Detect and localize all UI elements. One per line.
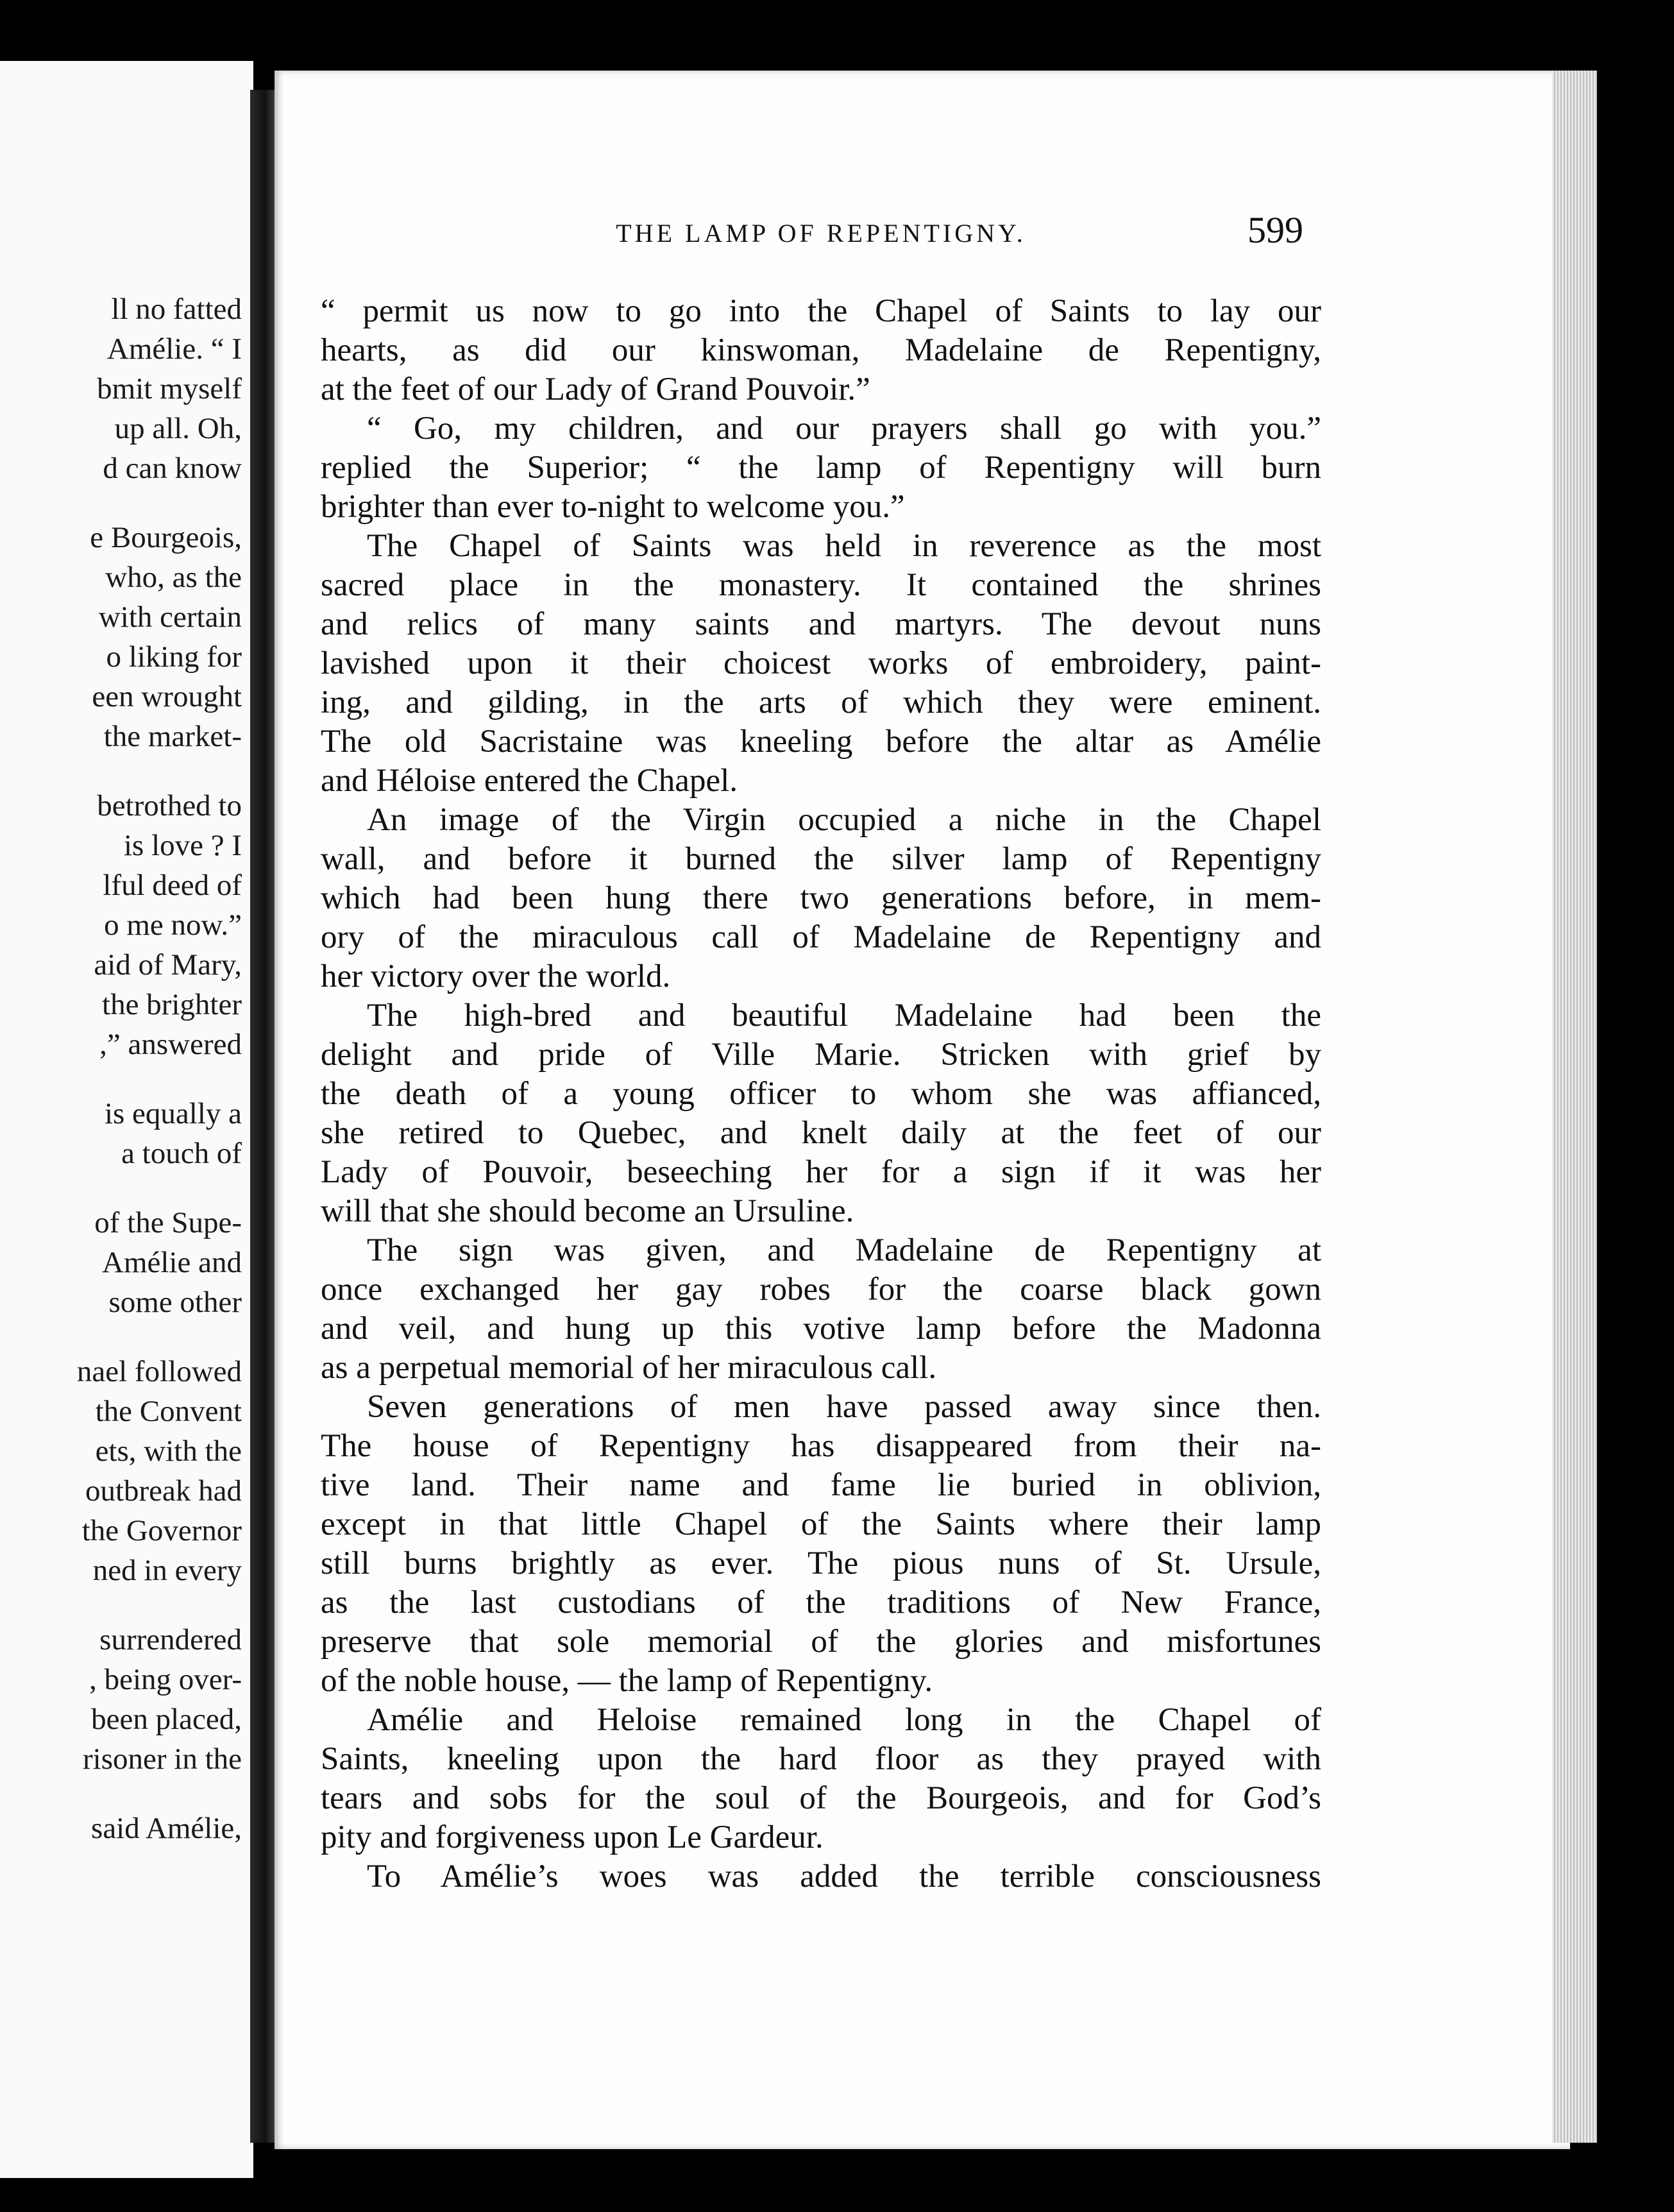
- left-text-line: with certain: [98, 600, 242, 634]
- body-text: [321, 292, 1321, 1896]
- text-line: except in that little Chapel of the Saints where their lamp: [321, 1506, 1321, 1542]
- left-text-line: outbreak had: [85, 1474, 242, 1508]
- left-text-line: Amélie and: [102, 1246, 242, 1279]
- running-title: THE LAMP OF REPENTIGNY.: [616, 219, 1026, 248]
- left-text-line: surrendered: [99, 1623, 242, 1656]
- text-line: The sign was given, and Madelaine de Repentigny at: [367, 1232, 1321, 1268]
- text-line: at the feet of our Lady of Grand Pouvoir.”: [321, 371, 870, 407]
- paragraph: [321, 801, 1321, 996]
- text-line: The old Sacristaine was kneeling before the altar as Amélie: [321, 724, 1321, 760]
- paragraph: [321, 1701, 1321, 1857]
- page-number: 599: [1247, 209, 1303, 251]
- left-text-line: e Bourgeois,: [90, 521, 242, 554]
- book-gutter: [250, 90, 275, 2143]
- left-text-line: betrothed to: [97, 789, 242, 822]
- text-line: “ Go, my children, and our prayers shall go with you.”: [367, 411, 1321, 447]
- text-line: she retired to Quebec, and knelt daily at the feet of our: [321, 1115, 1321, 1151]
- text-line: delight and pride of Ville Marie. Stricken with grief by: [321, 1037, 1321, 1073]
- paragraph: [321, 996, 1321, 1231]
- left-text-line: some other: [108, 1286, 242, 1319]
- left-text-line: aid of Mary,: [94, 948, 242, 982]
- text-line: and Héloise entered the Chapel.: [321, 763, 738, 799]
- line-gap: [0, 1064, 242, 1094]
- text-line: Lady of Pouvoir, beseeching her for a sign if it was her: [321, 1154, 1321, 1190]
- text-line: replied the Superior; “ the lamp of Repentigny will burn: [321, 450, 1321, 486]
- text-line: brighter than ever to-night to welcome you.”: [321, 489, 905, 525]
- text-line: Seven generations of men have passed away since then.: [367, 1389, 1321, 1425]
- text-line: preserve that sole memorial of the glories and misfortunes: [321, 1624, 1321, 1660]
- text-line: of the noble house, — the lamp of Repentigny.: [321, 1663, 933, 1699]
- text-line: tears and sobs for the soul of the Bourgeois, and for God’s: [321, 1780, 1321, 1816]
- text-line: ing, and gilding, in the arts of which they were eminent.: [321, 685, 1321, 720]
- text-line: the death of a young officer to whom she was affianced,: [321, 1076, 1321, 1112]
- left-text-line: the Convent: [95, 1395, 242, 1428]
- paragraph: [321, 1857, 1321, 1896]
- text-line: pity and forgiveness upon Le Gardeur.: [321, 1819, 824, 1855]
- line-gap: [0, 1173, 242, 1203]
- line-gap: [0, 1322, 242, 1352]
- left-text-line: bmit myself: [97, 372, 242, 405]
- line-gap: [0, 488, 242, 518]
- left-text-line: o liking for: [106, 640, 242, 674]
- left-page-text: [0, 289, 242, 1848]
- text-line: as a perpetual memorial of her miraculous call.: [321, 1350, 937, 1386]
- text-line: The high-bred and beautiful Madelaine had been the: [367, 998, 1321, 1034]
- left-text-line: been placed,: [91, 1703, 242, 1736]
- paragraph: [321, 1231, 1321, 1388]
- left-text-line: a touch of: [121, 1137, 242, 1170]
- left-text-line: een wrought: [92, 680, 242, 713]
- left-facing-page: [0, 61, 253, 2178]
- left-text-line: lful deed of: [103, 869, 242, 902]
- text-line: wall, and before it burned the silver lamp of Repentigny: [321, 841, 1321, 877]
- left-text-line: ned in every: [92, 1554, 242, 1587]
- left-text-line: risoner in the: [83, 1742, 242, 1776]
- text-line: still burns brightly as ever. The pious nuns of St. Ursule,: [321, 1545, 1321, 1581]
- left-text-line: d can know: [103, 452, 242, 485]
- page-edges: [1552, 71, 1597, 2143]
- left-text-line: o me now.”: [104, 908, 242, 942]
- line-gap: [0, 1590, 242, 1620]
- left-text-line: the brighter: [102, 988, 242, 1021]
- text-line: as the last custodians of the traditions of New France,: [321, 1585, 1321, 1621]
- text-line: sacred place in the monastery. It contained the shrines: [321, 567, 1321, 603]
- text-line: once exchanged her gay robes for the coarse black gown: [321, 1272, 1321, 1307]
- left-text-line: who, as the: [105, 561, 242, 594]
- left-text-line: is love ? I: [123, 829, 242, 862]
- text-line: lavished upon it their choicest works of embroidery, paint-: [321, 645, 1321, 681]
- paragraph: [321, 527, 1321, 801]
- text-line: An image of the Virgin occupied a niche in the Chapel: [367, 802, 1321, 838]
- left-text-line: , being over-: [89, 1663, 242, 1696]
- text-line: and veil, and hung up this votive lamp before the Madonna: [321, 1311, 1321, 1347]
- text-line: The Chapel of Saints was held in reverence as the most: [367, 528, 1321, 564]
- text-line: and relics of many saints and martyrs. The devout nuns: [321, 606, 1321, 642]
- left-text-line: of the Supe-: [94, 1206, 242, 1239]
- paragraph: [321, 292, 1321, 409]
- left-text-line: ets, with the: [95, 1434, 242, 1468]
- text-line: The house of Repentigny has disappeared from their na-: [321, 1428, 1321, 1464]
- text-line: which had been hung there two generations before, in mem-: [321, 880, 1321, 916]
- left-text-line: ,” answered: [99, 1028, 242, 1061]
- text-line: her victory over the world.: [321, 958, 671, 994]
- line-gap: [0, 1779, 242, 1808]
- left-text-line: the market-: [103, 720, 242, 753]
- text-line: Saints, kneeling upon the hard floor as they prayed with: [321, 1741, 1321, 1777]
- left-text-line: is equally a: [104, 1097, 242, 1130]
- left-text-line: nael followed: [76, 1355, 242, 1388]
- left-text-line: ll no fatted: [111, 293, 242, 326]
- text-line: To Amélie’s woes was added the terrible consciousness: [367, 1859, 1321, 1894]
- text-line: tive land. Their name and fame lie buried in oblivion,: [321, 1467, 1321, 1503]
- line-gap: [0, 756, 242, 786]
- text-line: “ permit us now to go into the Chapel of Saints to lay our: [321, 293, 1321, 329]
- paragraph: [321, 409, 1321, 527]
- left-text-line: the Governor: [81, 1514, 242, 1547]
- left-text-line: Amélie. “ I: [106, 332, 242, 366]
- left-text-line: up all. Oh,: [114, 412, 242, 445]
- text-line: ory of the miraculous call of Madelaine de Repentigny and: [321, 919, 1321, 955]
- left-text-line: said Amélie,: [91, 1812, 242, 1845]
- text-line: will that she should become an Ursuline.: [321, 1193, 854, 1229]
- paragraph: [321, 1388, 1321, 1701]
- text-line: hearts, as did our kinswoman, Madelaine de Repentigny,: [321, 332, 1321, 368]
- text-line: Amélie and Heloise remained long in the Chapel of: [367, 1702, 1321, 1738]
